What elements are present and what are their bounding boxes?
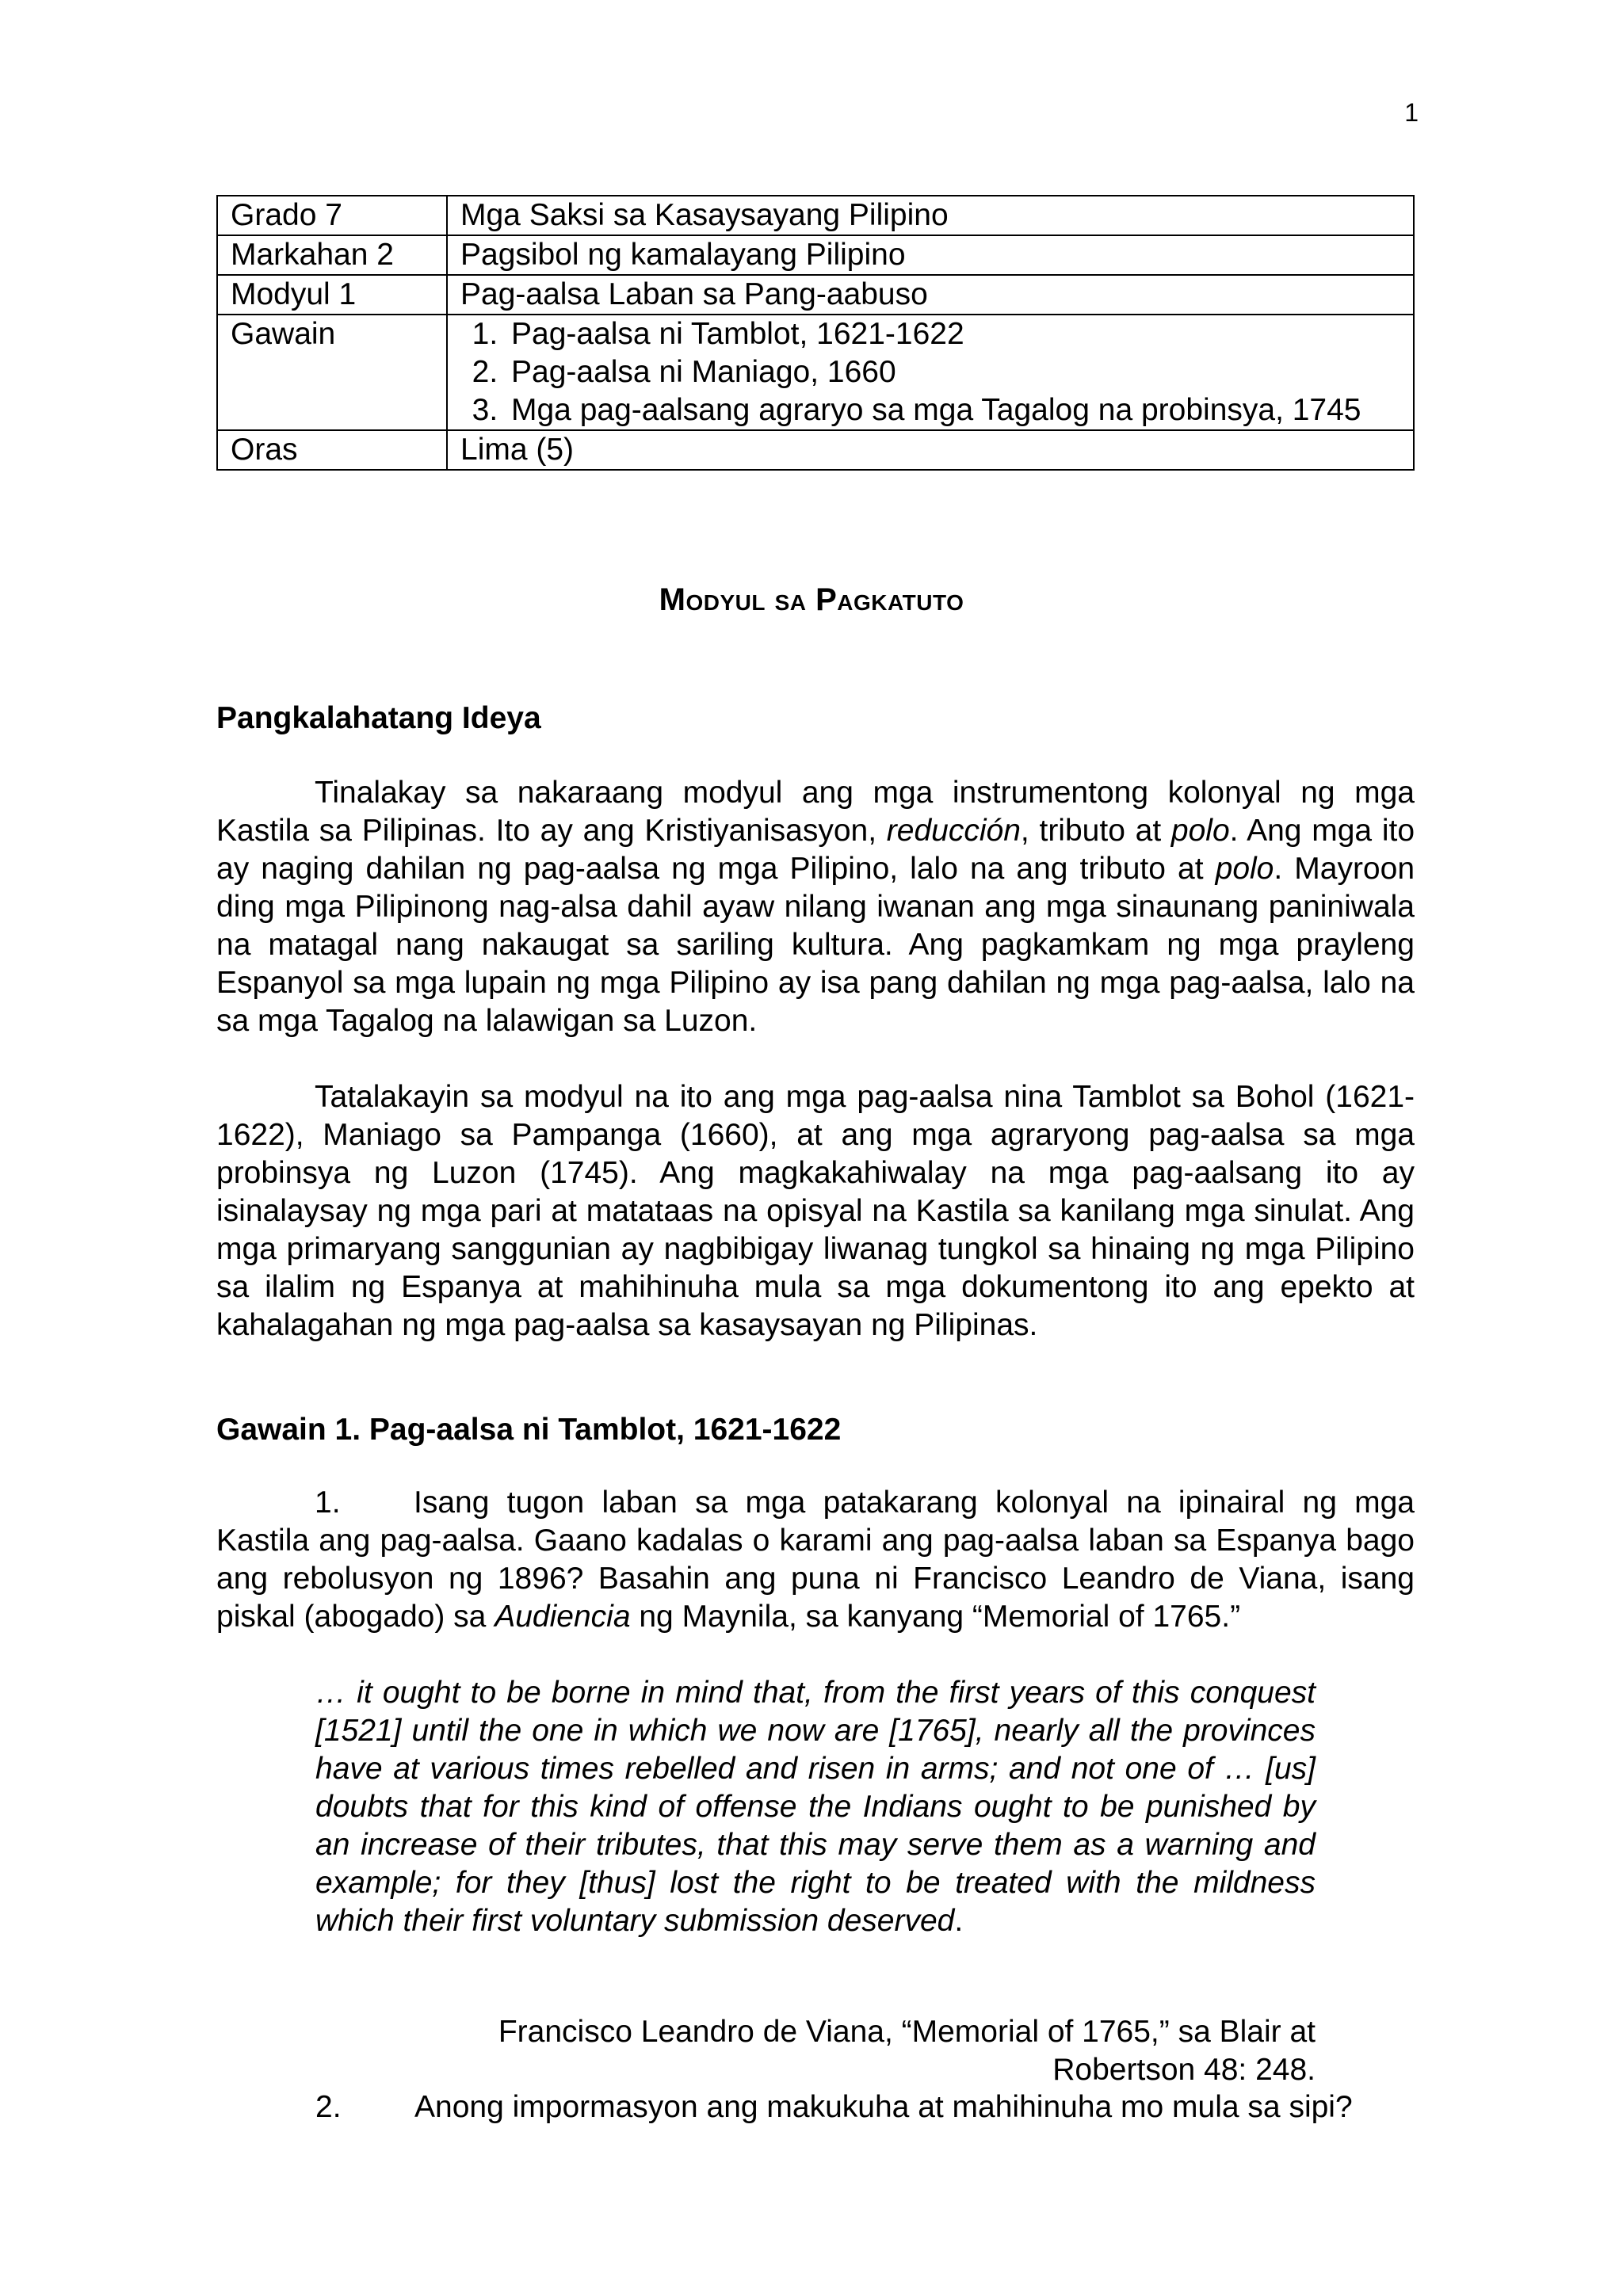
- text-run: polo: [1170, 814, 1230, 848]
- time-label: Oras: [217, 430, 447, 470]
- text-run: Isang tugon laban sa mga patakarang kolonyal na ipinairal ng mga Kastila ang pag-aalsa. Gaano kadalas o karami ang pag-aalsa laban sa Espanya bago ang rebolusyon ng 1896? Basahin ang puna ni Francisco Leandro de Viana, isang piskal (abogado) sa: [216, 1486, 1415, 1634]
- text-run: , tributo at: [1020, 814, 1171, 848]
- text-run: ng Maynila, sa kanyang “Memorial of 1765.”: [630, 1600, 1241, 1634]
- table-row: [217, 275, 1414, 315]
- module-info-table: [216, 195, 1415, 471]
- grade-label: Grado 7: [217, 196, 447, 235]
- module-value: Pag-aalsa Laban sa Pang-aabuso: [447, 275, 1414, 315]
- activity-item: 2. Pag-aalsa ni Maniago, 1660: [506, 353, 1400, 391]
- quarter-label: Markahan 2: [217, 235, 447, 275]
- table-row: [217, 235, 1414, 275]
- module-label: Modyul 1: [217, 275, 447, 315]
- text-run: Tinalakay sa nakaraang modyul ang mga instrumentong kolonyal ng mga Kastila sa Pilipinas. Ito ay ang Kristiyanisasyon,: [216, 776, 1415, 848]
- activity-1-item-1: [216, 1484, 1415, 1636]
- text-run: Audiencia: [495, 1600, 631, 1634]
- module-heading: Modyul sa Pagkatuto: [659, 582, 964, 617]
- text-run: reducción: [886, 814, 1021, 848]
- block-quote: [315, 1674, 1316, 1940]
- activity-label: Gawain: [217, 315, 447, 430]
- citation-line-2: Robertson 48: 248.: [1052, 2053, 1316, 2087]
- text-run: . Ang mga ito ay naging dahilan ng pag-aalsa ng mga Pilipino, lalo na ang tributo at: [216, 814, 1415, 886]
- grade-value: Mga Saksi sa Kasaysayang Pilipino: [447, 196, 1414, 235]
- quote-citation: [315, 2013, 1316, 2089]
- quote-text: … it ought to be borne in mind that, from the first years of this conquest [1521] until the one in which we now are [1765], nearly all the provinces have at various times rebelled and risen in arms; and not one of … [us] doubts that for this kind of offense the Indians ought to be punished by an increase of their tributes, that this may serve them as a warning and example; for they [thus] lost the right to be treated with the mildness which their first voluntary submission deserved: [315, 1676, 1316, 1938]
- overview-paragraph-2: Tatalakayin sa modyul na ito ang mga pag-aalsa nina Tamblot sa Bohol (1621-1622), Maniago sa Pampanga (1660), at ang mga agraryong pag-aalsa sa mga probinsya ng Luzon (1745). Ang magkakahiwalay na mga pag-aalsang ito ay isinalaysay ng mga pari at matataas na opisyal na Kastila sa kanilang mga sinulat. Ang mga primaryang sanggunian ay nagbibigay liwanag tungkol sa hinaing ng mga Pilipino sa ilalim ng Espanya at mahihinuha mula sa mga dokumentong ito ang epekto at kahalagahan ng mga pag-aalsa sa kasaysayan ng Pilipinas.: [216, 1080, 1415, 1342]
- table-row: [217, 315, 1414, 430]
- activity-list-cell: [447, 315, 1414, 430]
- activity-1-item-2: [315, 2088, 1353, 2126]
- text-run: polo: [1215, 852, 1274, 886]
- table-row: [217, 430, 1414, 470]
- quote-end: .: [954, 1904, 964, 1938]
- activity-item: 1. Pag-aalsa ni Tamblot, 1621-1622: [506, 315, 1400, 353]
- item-number: 1.: [315, 1486, 341, 1520]
- page-number: 1: [1404, 98, 1419, 127]
- time-value: Lima (5): [447, 430, 1414, 470]
- section-title-activity-1: Gawain 1. Pag-aalsa ni Tamblot, 1621-1622: [216, 1413, 842, 1447]
- activity-item: 3. Mga pag-aalsang agraryo sa mga Tagalog na probinsya, 1745: [506, 391, 1400, 429]
- section-title-overview: Pangkalahatang Ideya: [216, 701, 541, 735]
- text-run: . Mayroon ding mga Pilipinong nag-alsa dahil ayaw nilang iwanan ang mga sinaunang paniniwala na matagal nang nakaugat sa sariling kultura. Ang pagkamkam ng mga prayleng Espanyol sa mga lupain ng mga Pilipino ay isa pang dahilan ng mga pag-aalsa, lalo na sa mga Tagalog na lalawigan sa Luzon.: [216, 852, 1415, 1038]
- activity-list: [460, 315, 1400, 429]
- quarter-value: Pagsibol ng kamalayang Pilipino: [447, 235, 1414, 275]
- question-text: Anong impormasyon ang makukuha at mahihinuha mo mula sa sipi?: [414, 2090, 1353, 2124]
- overview-paragraph-1: [216, 774, 1415, 1040]
- table-row: [217, 196, 1414, 235]
- item-number: 2.: [315, 2090, 342, 2124]
- citation-line-1: Francisco Leandro de Viana, “Memorial of 1765,” sa Blair at: [498, 2015, 1316, 2049]
